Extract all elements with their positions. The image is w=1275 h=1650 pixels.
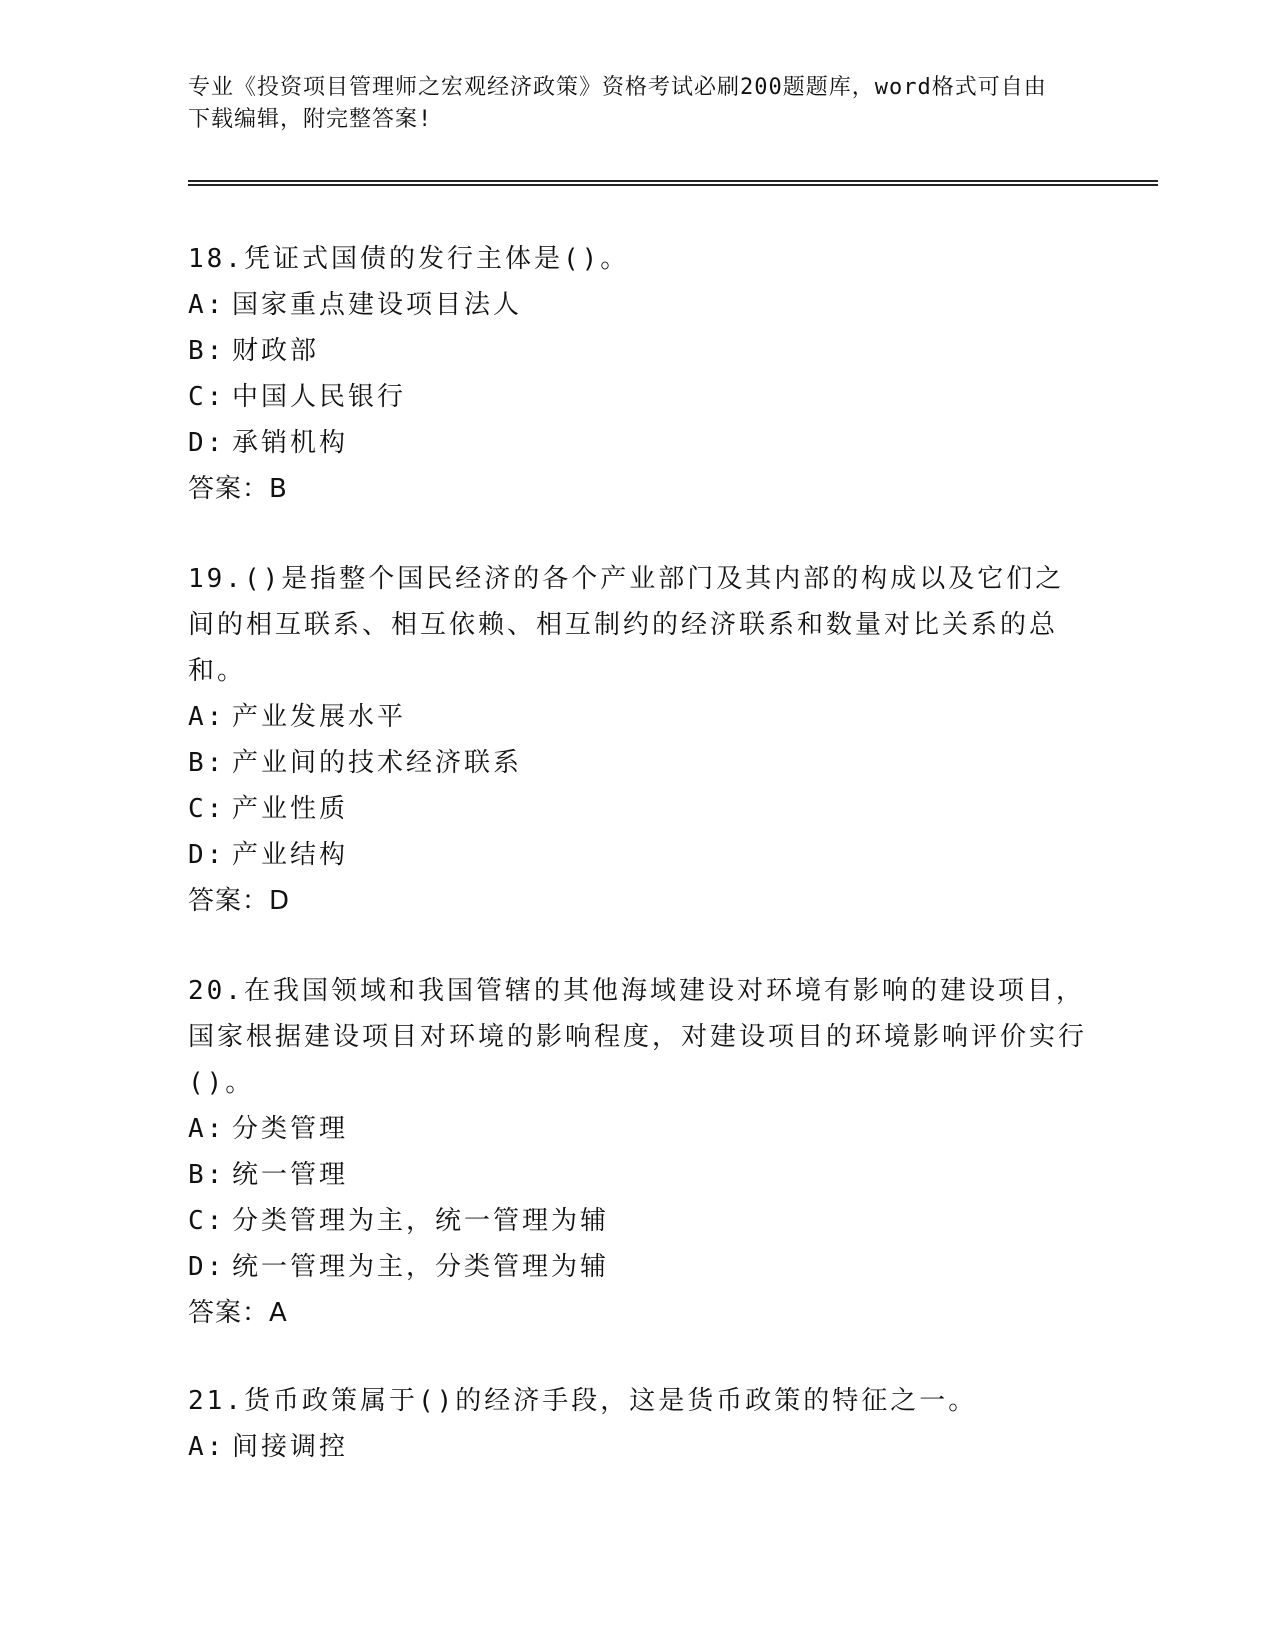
- question-21: [188, 1378, 1088, 1470]
- option-d: [188, 420, 1088, 466]
- option-text: 产业发展水平: [232, 702, 407, 732]
- option-d: [188, 832, 1088, 878]
- option-a: [188, 282, 1088, 328]
- option-text: 产业结构: [232, 840, 349, 870]
- option-letter: B:: [188, 748, 226, 778]
- option-text: 承销机构: [232, 428, 349, 458]
- answer-line: 答案：B: [188, 474, 288, 504]
- option-letter: B:: [188, 1160, 226, 1190]
- question-stem: 18.凭证式国债的发行主体是()。: [188, 244, 630, 274]
- question-stem: 21.货币政策属于()的经济手段，这是货币政策的特征之一。: [188, 1386, 978, 1416]
- option-text: 中国人民银行: [232, 382, 407, 412]
- option-a: [188, 1106, 1088, 1152]
- option-letter: A:: [188, 1114, 226, 1144]
- option-a: [188, 1424, 1088, 1470]
- option-b: [188, 740, 1088, 786]
- question-stem: 19.()是指整个国民经济的各个产业部门及其内部的构成以及它们之间的相互联系、相互依赖、相互制约的经济联系和数量对比关系的总和。: [188, 564, 1065, 686]
- option-letter: C:: [188, 382, 226, 412]
- option-text: 产业间的技术经济联系: [232, 748, 523, 778]
- option-text: 间接调控: [232, 1432, 349, 1462]
- option-c: [188, 1198, 1088, 1244]
- option-letter: D:: [188, 428, 226, 458]
- option-text: 国家重点建设项目法人: [232, 290, 523, 320]
- question-stem: 20.在我国领域和我国管辖的其他海域建设对环境有影响的建设项目，国家根据建设项目对环境的影响程度，对建设项目的环境影响评价实行()。: [188, 976, 1088, 1098]
- option-letter: C:: [188, 1206, 226, 1236]
- option-letter: D:: [188, 840, 226, 870]
- question-20: [188, 968, 1088, 1336]
- header-rule-bottom: [188, 184, 1158, 186]
- option-c: [188, 786, 1088, 832]
- option-text: 统一管理: [232, 1160, 349, 1190]
- header-rule-top: [188, 180, 1158, 182]
- answer-line: 答案：D: [188, 886, 291, 916]
- option-d: [188, 1244, 1088, 1290]
- option-letter: D:: [188, 1252, 226, 1282]
- option-letter: A:: [188, 702, 226, 732]
- header-title: 专业《投资项目管理师之宏观经济政策》资格考试必刷200题题库，word格式可自由下载编辑，附完整答案!: [188, 75, 1047, 132]
- option-b: [188, 1152, 1088, 1198]
- option-letter: A:: [188, 290, 226, 320]
- question-18: [188, 236, 1088, 512]
- option-text: 统一管理为主，分类管理为辅: [232, 1252, 610, 1282]
- option-letter: B:: [188, 336, 226, 366]
- page-header: [188, 72, 1068, 136]
- answer-line: 答案：A: [188, 1298, 288, 1328]
- option-b: [188, 328, 1088, 374]
- option-text: 财政部: [232, 336, 320, 366]
- option-text: 产业性质: [232, 794, 349, 824]
- option-letter: C:: [188, 794, 226, 824]
- option-text: 分类管理为主，统一管理为辅: [232, 1206, 610, 1236]
- option-c: [188, 374, 1088, 420]
- question-19: [188, 556, 1088, 924]
- option-a: [188, 694, 1088, 740]
- option-letter: A:: [188, 1432, 226, 1462]
- option-text: 分类管理: [232, 1114, 349, 1144]
